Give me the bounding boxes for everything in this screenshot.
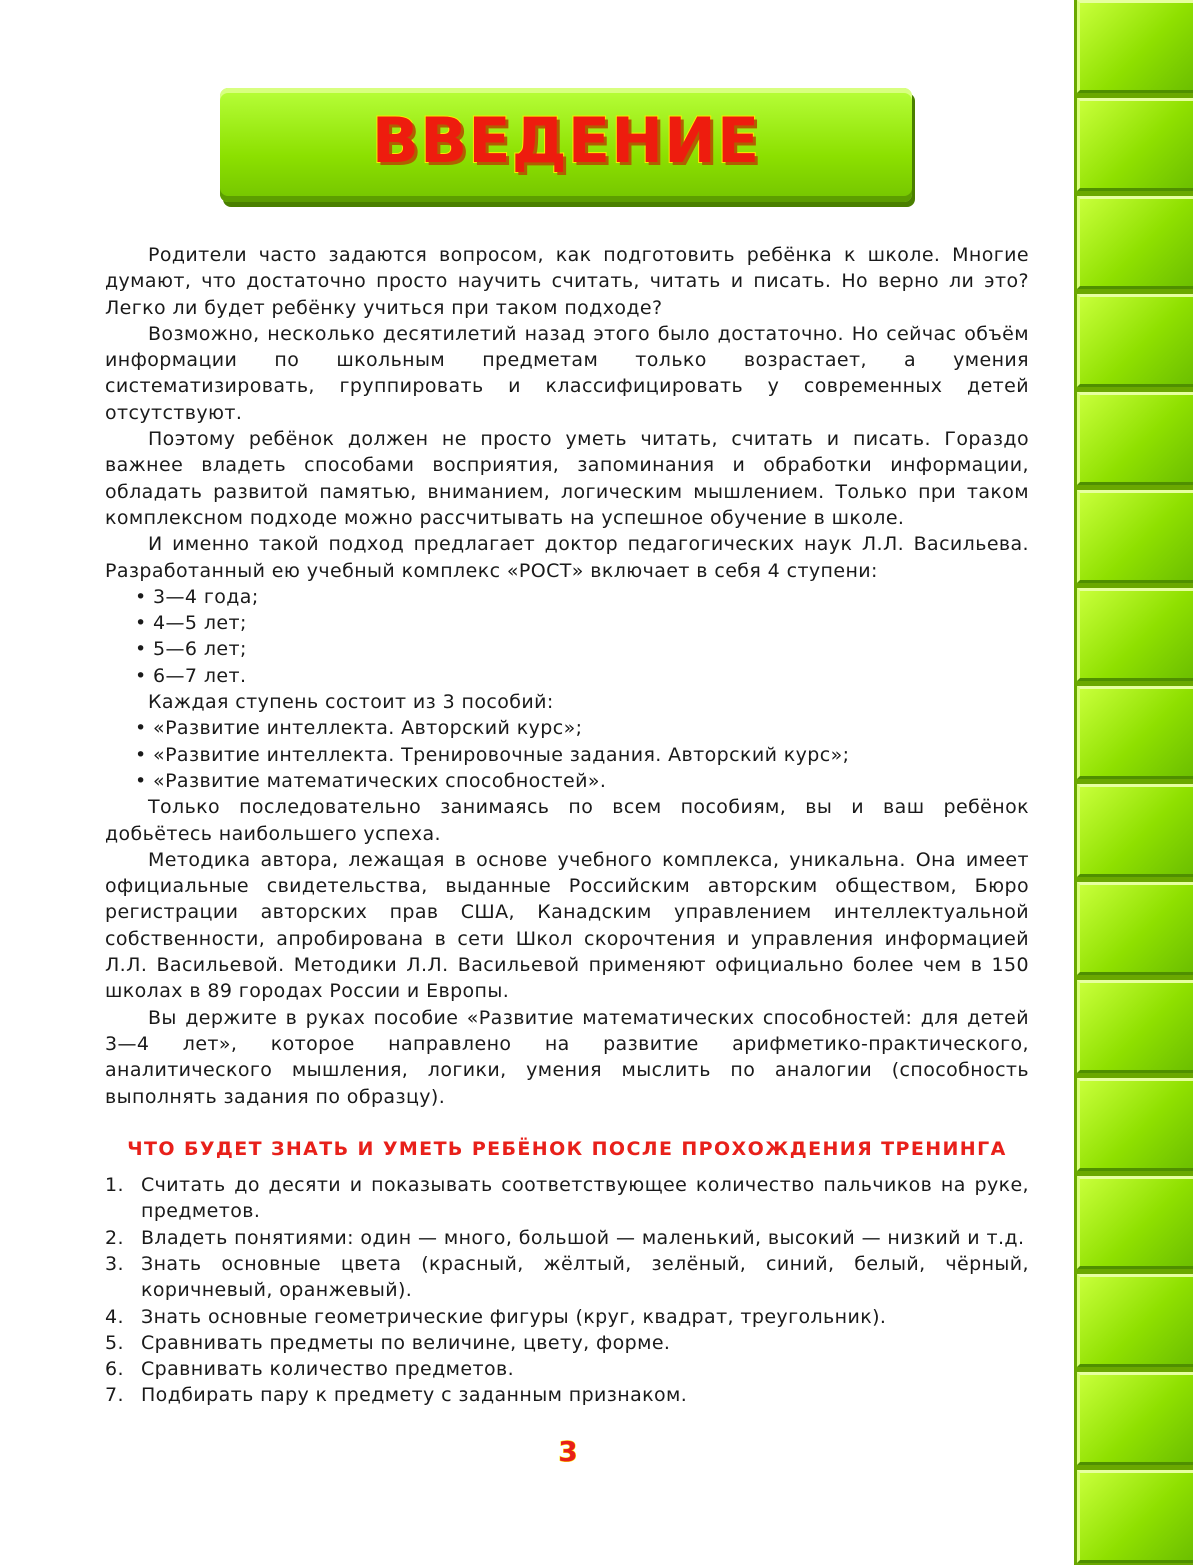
side-tile [1077, 98, 1193, 191]
skill-number: 6. [105, 1358, 124, 1381]
page-number: 3 [558, 1435, 578, 1468]
page-title: ВВЕДЕНИЕ [371, 104, 761, 177]
side-tile [1077, 588, 1193, 681]
side-tile [1077, 980, 1193, 1073]
skill-item [105, 1356, 1029, 1382]
manual-item: • «Развитие математических способностей». [105, 768, 1029, 794]
skill-text: Владеть понятиями: один — много, большой — маленький, высокий — низкий и т.д. [141, 1226, 1025, 1249]
paragraph: Возможно, несколько десятилетий назад этого было достаточно. Но сейчас объём информации по школьным предметам только возрастает, а умения систематизировать, группировать и классифицировать у современных детей отсутствуют. [105, 322, 1029, 424]
skill-text: Подбирать пару к предмету с заданным признаком. [141, 1384, 688, 1407]
skill-item [105, 1225, 1029, 1251]
skill-number: 1. [105, 1174, 124, 1197]
skill-text: Сравнивать предметы по величине, цвету, форме. [141, 1331, 671, 1354]
side-tile [1077, 490, 1193, 583]
manual-item: • «Развитие интеллекта. Тренировочные задания. Авторский курс»; [105, 742, 1029, 768]
stage-item: • 4—5 лет; [105, 610, 1029, 636]
paragraph: И именно такой подход предлагает доктор педагогических наук Л.Л. Васильева. Разработанный ею учебный комплекс «РОСТ» включает в себя 4 ступени: [105, 533, 1029, 582]
side-tile [1077, 1274, 1193, 1367]
paragraph: Родители часто задаются вопросом, как подготовить ребёнка к школе. Многие думают, что достаточно просто научить считать, читать и писать. Но верно ли это? Легко ли будет ребёнку учиться при таком подходе? [105, 244, 1029, 319]
paragraph: Методика автора, лежащая в основе учебного комплекса, уникальна. Она имеет официальные свидетельства, выданные Российским авторским обществом, Бюро регистрации авторских прав США, Канадским управлением интеллектуальной собственности, апробирована в сети Школ скорочтения и управления информацией Л.Л. Васильевой. Методики Л.Л. Васильевой применяют официально более чем в 150 школах в 89 городах России и Европы. [105, 848, 1029, 1003]
skill-number: 7. [105, 1384, 124, 1407]
side-tile [1077, 196, 1193, 289]
side-tile [1077, 0, 1193, 93]
skill-number: 3. [105, 1252, 124, 1275]
skill-item [105, 1172, 1029, 1225]
skill-text: Сравнивать количество предметов. [141, 1358, 515, 1381]
side-tile [1077, 294, 1193, 387]
skill-item [105, 1251, 1029, 1304]
stage-item: • 6—7 лет. [105, 663, 1029, 689]
side-tile [1077, 686, 1193, 779]
skill-item [105, 1304, 1029, 1330]
main-content [105, 242, 1029, 1409]
paragraph: Вы держите в руках пособие «Развитие математических способностей: для детей 3—4 лет», которое направлено на развитие арифметико-практического, аналитического мышления, логики, умения мыслить по аналогии (способность выполнять задания по образцу). [105, 1006, 1029, 1108]
skill-item [105, 1382, 1029, 1408]
side-tile [1077, 784, 1193, 877]
skill-text: Знать основные цвета (красный, жёлтый, зелёный, синий, белый, чёрный, коричневый, оранжевый). [141, 1252, 1029, 1302]
stage-item: • 3—4 года; [105, 584, 1029, 610]
stage-item: • 5—6 лет; [105, 636, 1029, 662]
skill-number: 4. [105, 1305, 124, 1328]
side-tile [1077, 1470, 1193, 1563]
side-tile [1077, 1176, 1193, 1269]
skill-text: Знать основные геометрические фигуры (круг, квадрат, треугольник). [141, 1305, 887, 1328]
side-tab-strip [1074, 0, 1193, 1565]
manual-item: • «Развитие интеллекта. Авторский курс»; [105, 715, 1029, 741]
paragraph: Только последовательно занимаясь по всем пособиям, вы и ваш ребёнок добьётесь наибольшего успеха. [105, 796, 1029, 845]
skill-number: 2. [105, 1226, 124, 1249]
stage-intro: Каждая ступень состоит из 3 пособий: [148, 691, 554, 714]
skills-list [105, 1172, 1029, 1409]
side-tile [1077, 1372, 1193, 1465]
skill-text: Считать до десяти и показывать соответствующее количество пальчиков на руке, предметов. [141, 1174, 1029, 1223]
title-banner [220, 88, 912, 202]
side-tile [1077, 392, 1193, 485]
paragraph: Поэтому ребёнок должен не просто уметь читать, считать и писать. Гораздо важнее владеть способами восприятия, запоминания и обработки информации, обладать развитой памятью, вниманием, логическим мышлением. Только при таком комплексном подходе можно рассчитывать на успешное обучение в школе. [105, 428, 1029, 529]
side-tile [1077, 1078, 1193, 1171]
skill-number: 5. [105, 1331, 124, 1354]
side-tile [1077, 882, 1193, 975]
skill-item [105, 1330, 1029, 1356]
skills-heading: ЧТО БУДЕТ ЗНАТЬ И УМЕТЬ РЕБЁНОК ПОСЛЕ ПРОХОЖДЕНИЯ ТРЕНИНГА [127, 1137, 1007, 1160]
